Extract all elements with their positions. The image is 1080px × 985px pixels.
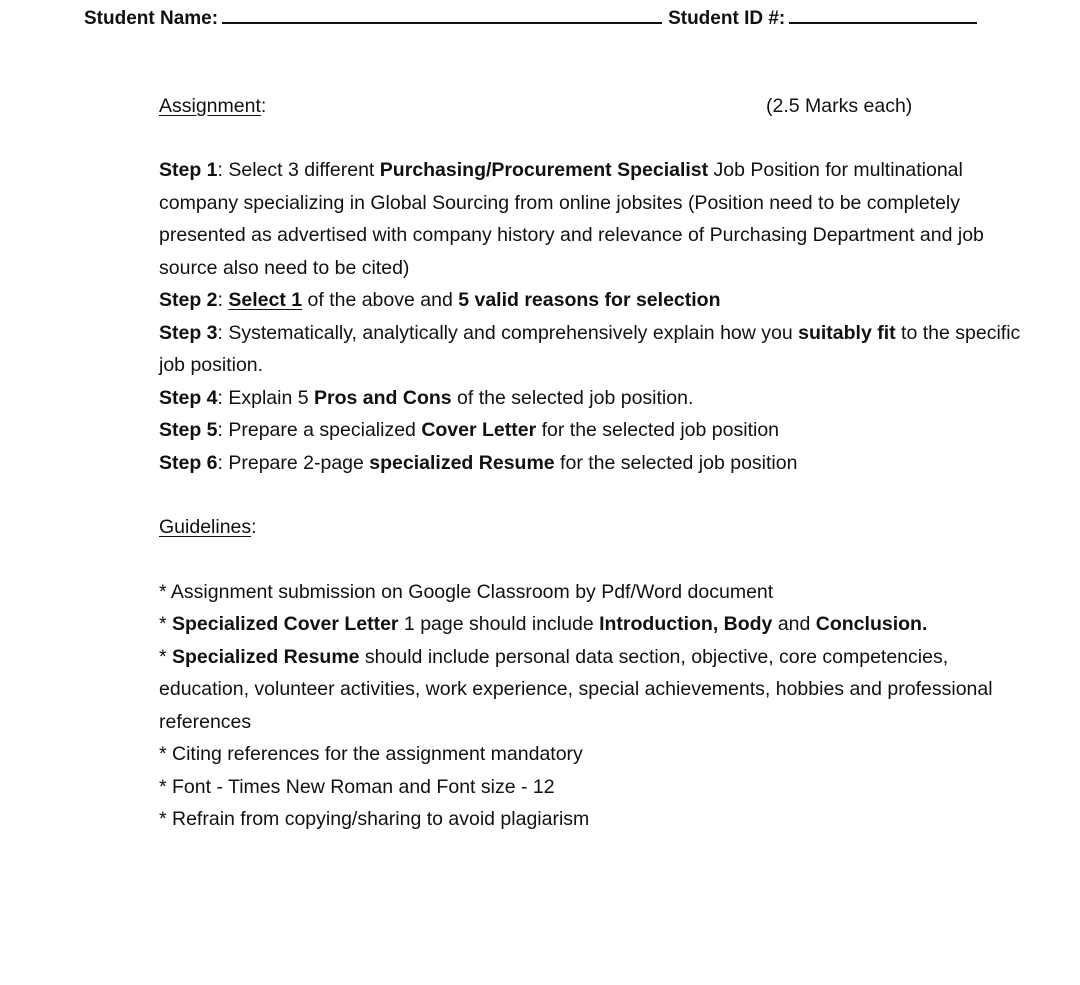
step-bold: 5 valid reasons for selection bbox=[458, 289, 721, 311]
step-text: : Explain 5 bbox=[217, 386, 315, 409]
step-text: : bbox=[217, 289, 229, 311]
step-bold: suitably fit bbox=[798, 321, 896, 344]
guideline-text: should include personal data section, objective, core competencies, education, volunteer activities, work experience, special achievements, hobbies and professional references bbox=[159, 645, 993, 733]
guideline-text: and bbox=[772, 613, 816, 635]
step-bold: Pros and Cons bbox=[314, 386, 452, 409]
step-bold: Cover Letter bbox=[421, 419, 537, 441]
step-text: to the specific job position. bbox=[159, 321, 1021, 376]
bullet-star: * bbox=[159, 645, 173, 668]
step-label: Step 4 bbox=[159, 386, 218, 409]
guideline-bold: Conclusion bbox=[815, 613, 922, 635]
step-label: Step 1 bbox=[159, 159, 218, 181]
step-5 bbox=[159, 414, 1029, 447]
student-id-label: Student ID #: bbox=[668, 8, 786, 29]
assignment-title: Assignment bbox=[159, 95, 261, 117]
step-text: : Select 3 different bbox=[217, 159, 380, 181]
guidelines-colon: : bbox=[251, 516, 257, 538]
guideline-3 bbox=[159, 641, 1029, 739]
marks-note: (2.5 Marks each) bbox=[766, 95, 913, 117]
assignment-body bbox=[159, 90, 1029, 836]
step-bold: Purchasing/Procurement Specialist bbox=[379, 159, 709, 181]
step-label: Step 2 bbox=[159, 289, 218, 311]
step-text: : Systematically, analytically and comprehensively explain how you bbox=[217, 321, 799, 344]
steps-list bbox=[159, 154, 1029, 479]
step-text: of the above and bbox=[302, 289, 459, 311]
step-text: : Prepare a specialized bbox=[217, 419, 422, 441]
assignment-heading bbox=[159, 95, 266, 117]
guidelines-list bbox=[159, 576, 1029, 836]
guideline-period: . bbox=[921, 613, 928, 635]
step-bold: specialized Resume bbox=[369, 451, 555, 474]
guideline-bold: Specialized Resume bbox=[172, 645, 360, 668]
step-text: for the selected job position bbox=[554, 451, 798, 474]
step-text: Job Position for multinational company specializing in Global Sourcing from online jobsites (Position need to be completely presented as advertised with company history and relevance of Purchasing Department and job source also need to be cited) bbox=[159, 159, 984, 279]
guideline-4: * Citing references for the assignment mandatory bbox=[159, 743, 583, 765]
step-label: Step 5 bbox=[159, 419, 218, 441]
assignment-title-row bbox=[159, 90, 1029, 122]
step-1 bbox=[159, 154, 1029, 284]
step-text: of the selected job position. bbox=[451, 386, 694, 409]
guideline-text: 1 page should include bbox=[398, 613, 600, 635]
student-name-blank[interactable] bbox=[222, 8, 662, 24]
step-4 bbox=[159, 382, 1029, 415]
student-id-blank[interactable] bbox=[789, 8, 977, 24]
step-bold-underlined: Select 1 bbox=[228, 289, 303, 311]
step-label: Step 3 bbox=[159, 321, 218, 344]
step-text: for the selected job position bbox=[536, 419, 780, 441]
step-text: : Prepare 2-page bbox=[217, 451, 370, 474]
guidelines-title: Guidelines bbox=[159, 516, 252, 538]
guideline-bold: Introduction, Body bbox=[599, 613, 773, 635]
step-label: Step 6 bbox=[159, 451, 218, 474]
guideline-6: * Refrain from copying/sharing to avoid plagiarism bbox=[159, 808, 590, 830]
student-header bbox=[84, 8, 977, 30]
guideline-5: * Font - Times New Roman and Font size - 12 bbox=[159, 775, 555, 798]
guideline-bold: Specialized Cover Letter bbox=[172, 613, 399, 635]
guidelines-heading bbox=[159, 511, 1029, 544]
step-2 bbox=[159, 284, 1029, 317]
bullet-star: * bbox=[159, 613, 173, 635]
guideline-2 bbox=[159, 608, 1029, 641]
guideline-1: * Assignment submission on Google Classroom by Pdf/Word document bbox=[159, 580, 774, 603]
step-3 bbox=[159, 317, 1029, 382]
student-name-label: Student Name: bbox=[84, 8, 219, 29]
assignment-colon: : bbox=[260, 95, 267, 117]
step-6 bbox=[159, 447, 1029, 480]
